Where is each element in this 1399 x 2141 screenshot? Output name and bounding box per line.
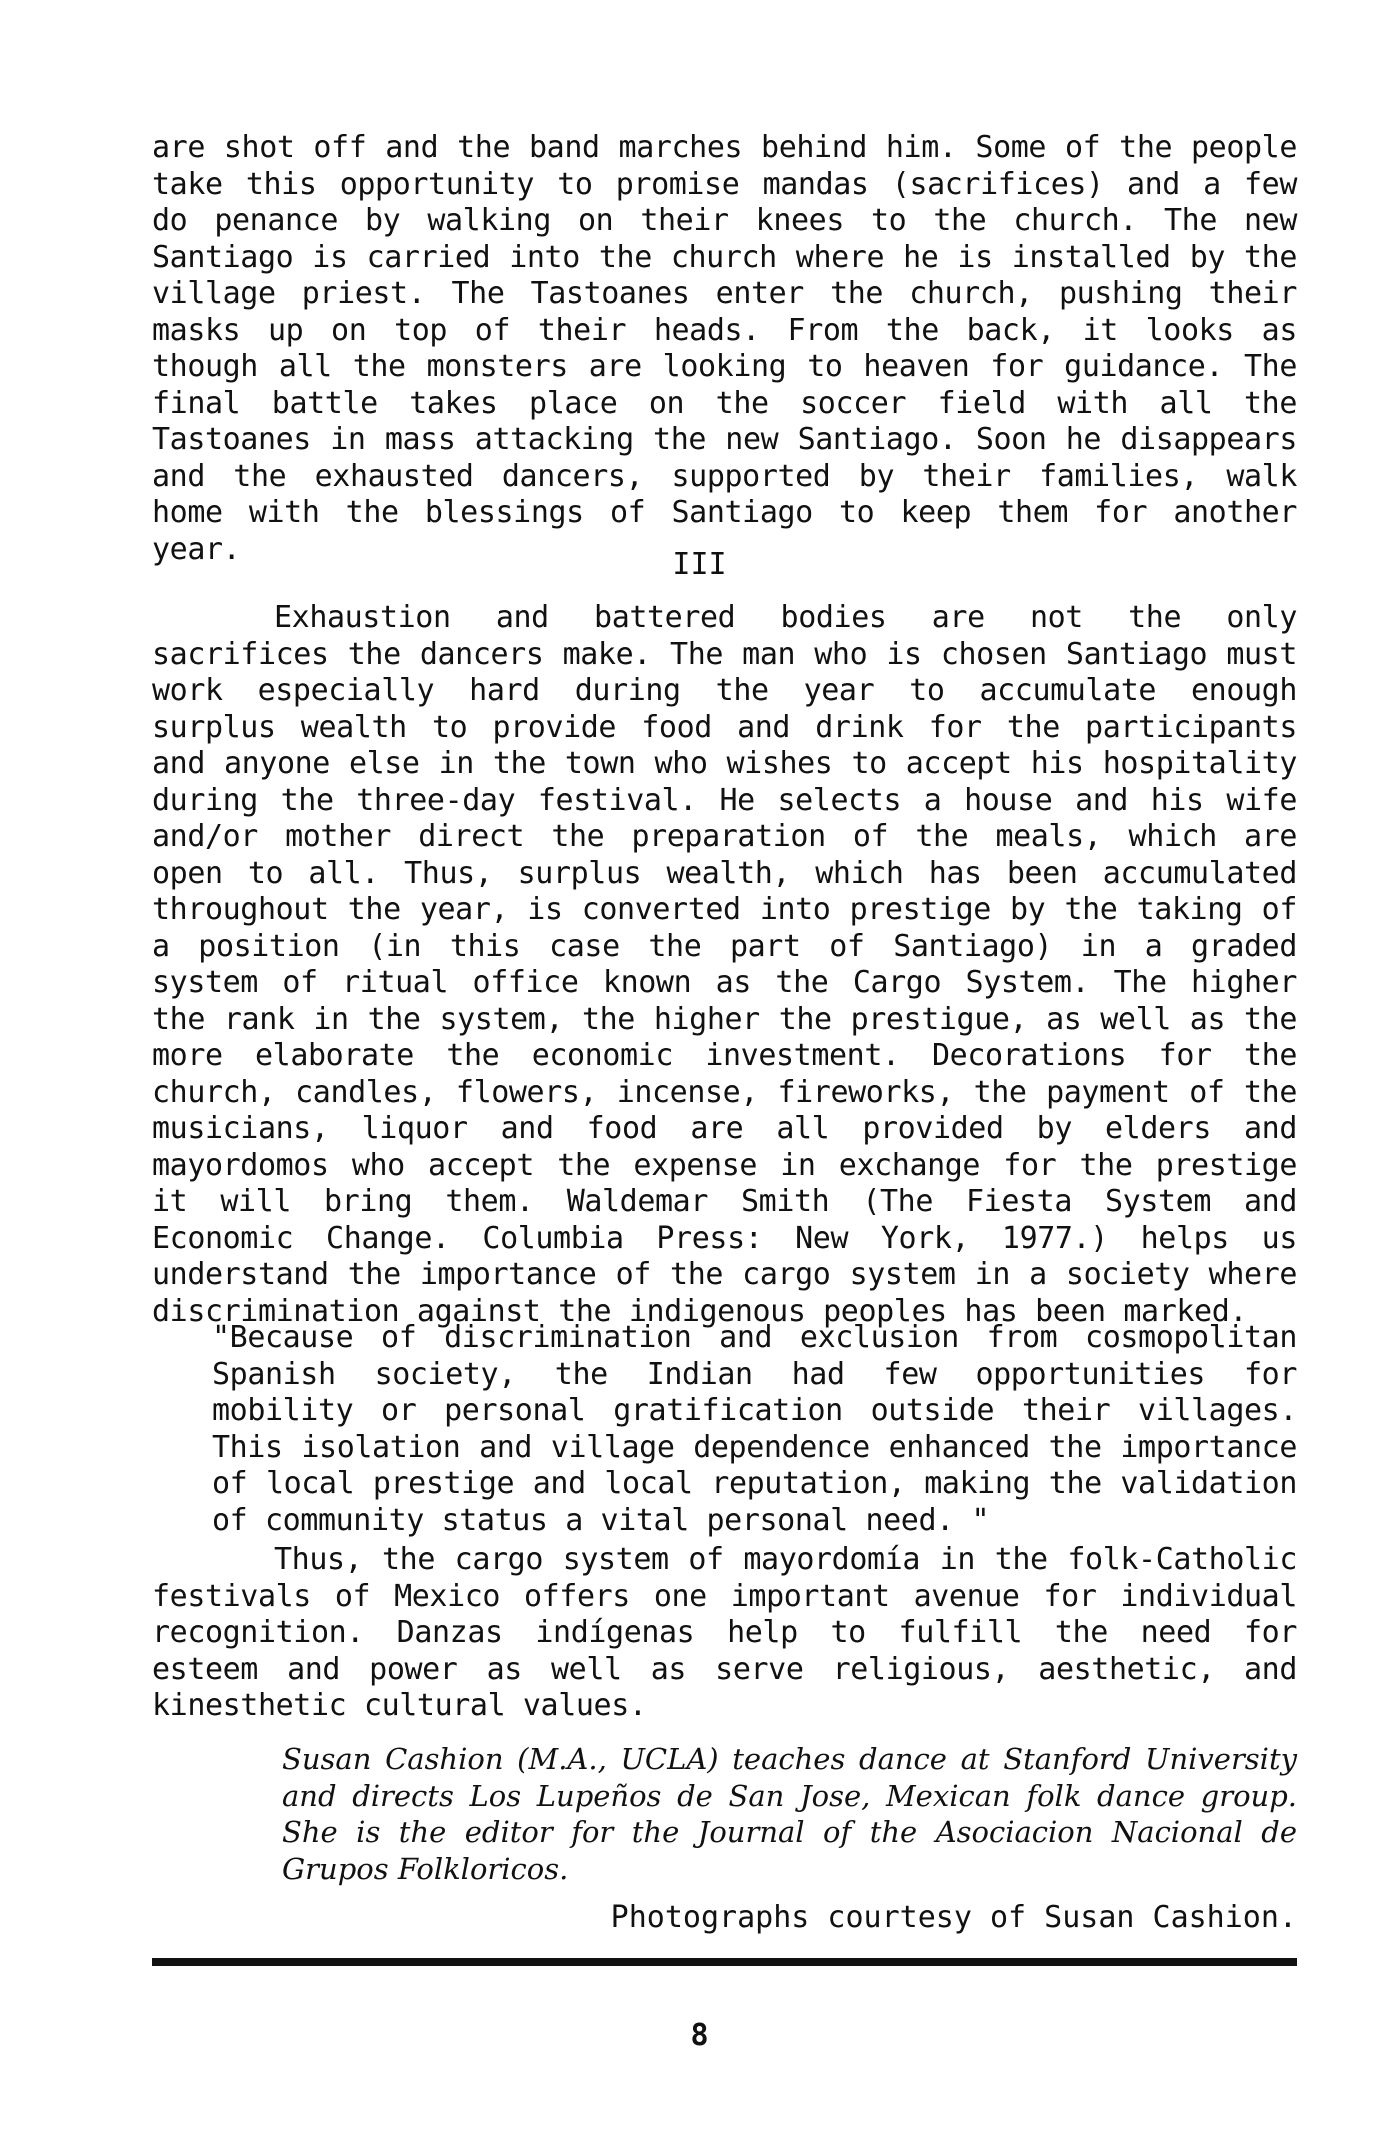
block-quote: "Because of discrimination and exclusion from cosmopolitan Spanish society, the Indian had few opportunities for mobility or personal gratification outside their villages. This isolation and village dependence enhanced the importance of local prestige and local reputation, making the validation of community status a vital personal need. " — [212, 1320, 1297, 1538]
body-paragraph: Exhaustion and battered bodies are not the only sacrifices the dancers make. The man who is chosen Santiago must work especially hard during the year to accumulate enough surplus wealth to provide food and drink for the participants and anyone else in the town who wishes to accept his hospitality during the three-day festival. He selects a house and his wife and/or mother direct the preparation of the meals, which are open to all. Thus, surplus wealth, which has been accumulated throughout the year, is converted into prestige by the taking of a position (in this case the part of Santiago) in a graded system of ritual office known as the Cargo System. The higher the rank in the system, the higher the prestigue, as well as the more elaborate the economic investment. Decorations for the church, candles, flowers, incense, fireworks, the payment of the musicians, liquor and food are all provided by elders and mayordomos who accept the expense in exchange for the prestige it will bring them. Waldemar Smith (The Fiesta System and Economic Change. Columbia Press: New York, 1977.) helps us understand the importance of the cargo system in a society where discrimination against the indigenous peoples has been marked. — [152, 600, 1297, 1329]
body-paragraph: are shot off and the band marches behind him. Some of the people take this opportunity to promise mandas (sacrifices) and a few do penance by walking on their knees to the church. The new Santiago is carried into the church where he is installed by the village priest. The Tastoanes enter the church, pushing their masks up on top of their heads. From the back, it looks as though all the monsters are looking to heaven for guidance. The final battle takes place on the soccer field with all the Tastoanes in mass attacking the new Santiago. Soon he disappears and the exhausted dancers, supported by their families, walk home with the blessings of Santiago to keep them for another year. — [152, 130, 1297, 567]
page-number: 8 — [690, 2018, 709, 2053]
footer-rule — [152, 1958, 1297, 1966]
photo-credit: Photographs courtesy of Susan Cashion. — [610, 1900, 1297, 1935]
section-heading: III — [672, 547, 727, 582]
author-bio: Susan Cashion (M.A., UCLA) teaches dance at Stanford University and directs Los Lupeños de San Jose, Mexican folk dance group. She is the editor for the Journal of the Asociacion Nacional de Grupos Folkloricos. — [282, 1742, 1297, 1886]
body-paragraph: Thus, the cargo system of mayordomía in the folk-Catholic festivals of Mexico offers one important avenue for individual recognition. Danzas indígenas help to fulfill the need for esteem and power as well as serve religious, aesthetic, and kinesthetic cultural values. — [152, 1542, 1297, 1723]
